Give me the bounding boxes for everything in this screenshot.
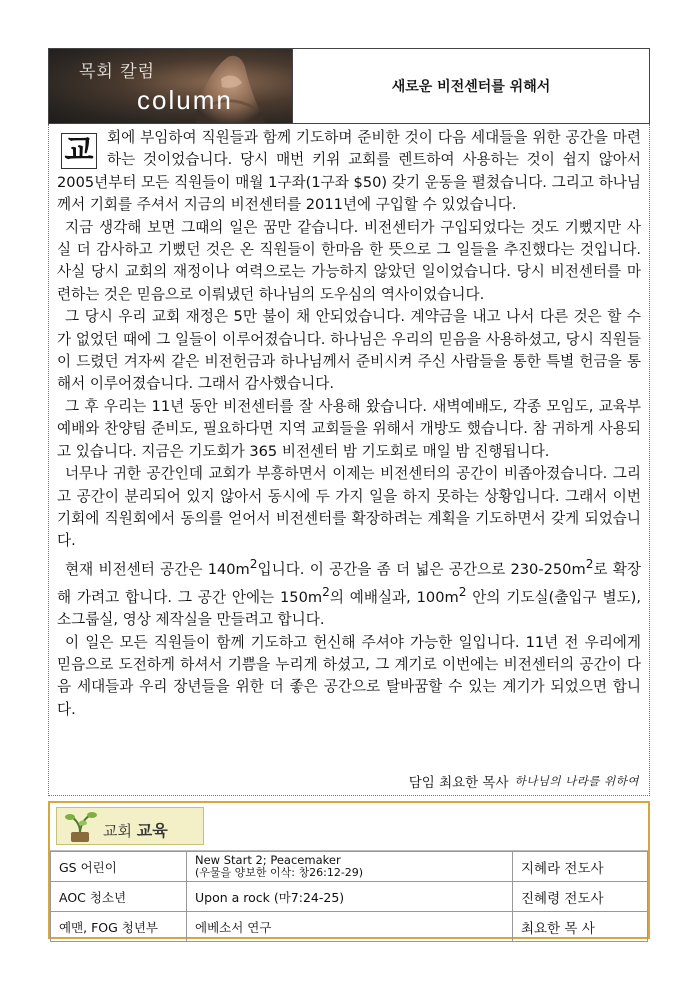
title-cell: Upon a rock (마7:24-25) (187, 882, 513, 912)
subtitle-text: (우물을 양보한 이삭: 창26:12-29) (195, 866, 364, 879)
column-body (48, 124, 650, 796)
signature (409, 771, 639, 791)
p6-part-e: 안의 기도실(출입구 별도), 소그룹실, 영상 제작실을 만들려고 합니다. (57, 588, 641, 629)
sup-3: 2 (322, 584, 330, 599)
p6-part-c: 로 확장해 가려고 합니다. 그 공간 안에는 150m (57, 560, 641, 606)
education-label-b: 교육 (136, 821, 168, 840)
korean-label: 목회 칼럼 (79, 62, 156, 82)
plant-icon (61, 810, 101, 844)
table-row (51, 852, 648, 882)
sup-2: 2 (585, 556, 594, 571)
education-table (50, 851, 648, 942)
paragraph-4: 그 후 우리는 11년 동안 비전센터를 잘 사용해 왔습니다. 새벽예배도, 각종 모임도, 교육부 예배와 찬양팀 준비도, 필요하다면 지역 교회들을 위해서 개방도 했습니다. 참 귀하게 사용되고 있습니다. 지금은 기도회가 365 비전센터 밤 기도회로 매일 밤 진행됩니다. (57, 397, 641, 460)
p6-part-d: 의 예배실과, 100m (329, 588, 459, 606)
group-cell: GS 어린이 (51, 852, 187, 882)
paragraph-6 (57, 553, 641, 632)
group-cell: 예맨, FOG 청년부 (51, 912, 187, 942)
dropcap-letter: 교 (64, 133, 94, 168)
education-section (48, 801, 650, 939)
title-cell (187, 852, 513, 882)
p6-part-a: 현재 비전센터 공간은 140m (65, 560, 250, 578)
paragraph-7: 이 일은 모든 직원들이 함께 기도하고 헌신해 주셔야 가능한 일입니다. 11년 전 우리에게 믿음으로 도전하게 하셔서 기쁨을 누리게 하셨고, 그 계기로 이번에는 비전센터의 공간이 다음 세대들과 우리 장년들을 위한 더 좋은 공간으로 탈바꿈할 수 있는 계기가 되었으면 합니다. (57, 633, 641, 718)
teacher-cell: 진혜령 전도사 (513, 882, 648, 912)
table-row (51, 882, 648, 912)
group-cell: AOC 청소년 (51, 882, 187, 912)
p6-part-b: 입니다. 이 공간을 좀 더 넓은 공간으로 230-250m (257, 560, 586, 578)
column-header (48, 48, 650, 124)
column-title: 새로운 비전센터를 위해서 (391, 79, 551, 95)
teacher-cell: 지혜라 전도사 (513, 852, 648, 882)
column-title-box (293, 49, 649, 123)
dropcap (61, 133, 97, 169)
sup-4: 2 (458, 584, 467, 599)
paragraph-3: 그 당시 우리 교회 재정은 5만 불이 채 안되었습니다. 계약금을 내고 나서 다른 것은 할 수가 없었던 때에 그 일들이 이루어졌습니다. 하나님은 우리의 믿음을 사용하셨고, 당시 직원들이 드렸던 겨자씨 같은 비전헌금과 하나님께서 준비시켜 주신 사람들을 통한 특별 헌금을 통해서 이루어졌습니다. 그래서 감사했습니다. (57, 308, 641, 393)
paragraph-1: 회에 부임하여 직원들과 함께 기도하며 준비한 것이 다음 세대들을 위한 공간을 마련하는 것이었습니다. 당시 매번 키위 교회를 렌트하여 사용하는 것이 쉽지 않아서 2005년부터 모든 직원들이 매월 1구좌(1구좌 $50) 갖기 운동을 펼쳤습니다. 그리고 하나님께서 기회를 주셔서 지금의 비전센터를 2011년에 구입할 수 있었습니다. (57, 129, 641, 214)
signature-script: 하나님의 나라를 위하여 (514, 774, 639, 788)
education-label (103, 818, 168, 841)
education-header (50, 803, 648, 851)
teacher-cell: 최요한 목 사 (513, 912, 648, 942)
column-banner (49, 49, 293, 123)
education-tag (56, 807, 204, 845)
title-text: New Start 2; Peacemaker (195, 853, 341, 867)
sup-1: 2 (249, 556, 258, 571)
paragraph-2: 지금 생각해 보면 그때의 일은 꿈만 같습니다. 비전센터가 구입되었다는 것도 기뻤지만 사실 더 감사하고 기뻤던 것은 온 직원들이 한마음 한 뜻으로 그 일들을 추진했다는 것입니다. 사실 당시 교회의 재정이나 여력으로는 가능하지 않았던 일이었습니다. 당시 비전센터를 마련하는 것은 믿음으로 이뤄냈던 하나님의 도우심의 역사이었습니다. (57, 218, 641, 303)
title-cell: 에베소서 연구 (187, 912, 513, 942)
paragraph-5: 너무나 귀한 공간인데 교회가 부흥하면서 이제는 비전센터의 공간이 비좁아졌습니다. 그리고 공간이 분리되어 있지 않아서 동시에 두 가지 일을 하지 못하는 상황입니다. 그래서 이번 기회에 직원회에서 동의를 얻어서 비전센터를 확장하려는 계획을 기도하면서 갖게 되었습니다. (57, 465, 641, 550)
table-row (51, 912, 648, 942)
signature-name: 담임 최요한 목사 (408, 775, 509, 791)
english-label: column (137, 85, 233, 115)
education-label-a: 교회 (103, 822, 137, 840)
